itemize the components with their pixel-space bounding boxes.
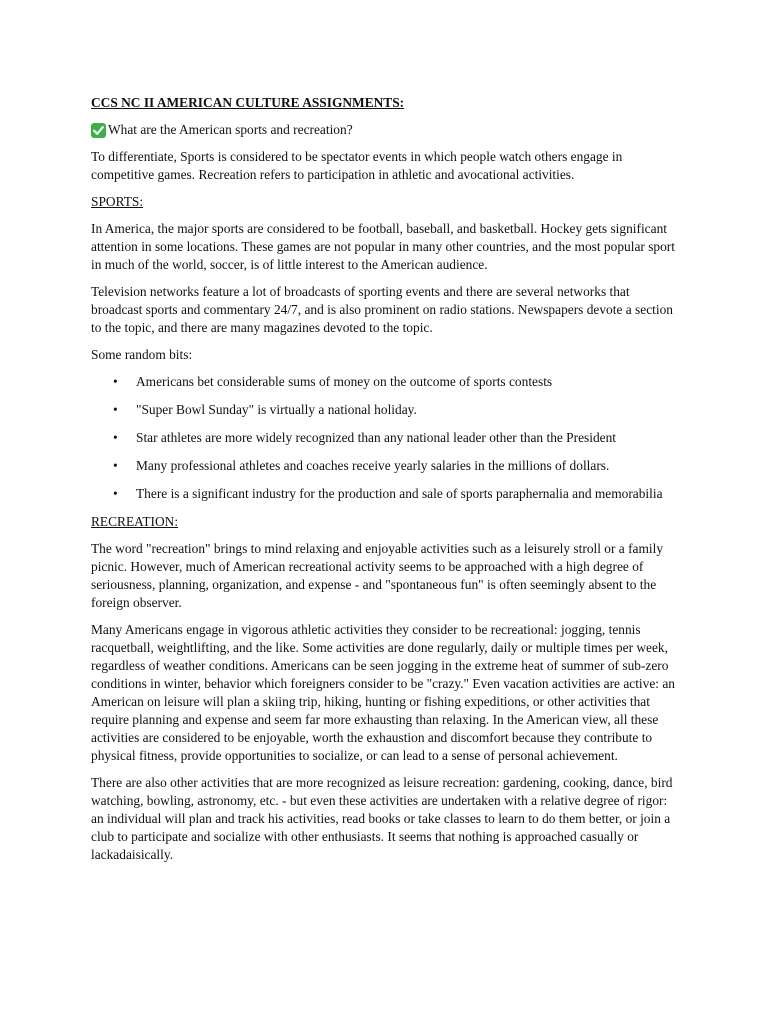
sports-heading: SPORTS: [91, 194, 144, 209]
list-item [91, 457, 683, 475]
intro-paragraph: To differentiate, Sports is considered to be spectator events in which people watch others engage in competitive games. Recreation refers to participation in athletic and avocational activities. [91, 149, 623, 182]
list-item [91, 429, 683, 447]
recreation-paragraph-1: The word "recreation" brings to mind relaxing and enjoyable activities such as a leisurely stroll or a family picnic. However, much of American recreational activity seems to be approached with a high degree of seriousness, planning, organization, and expense - and "spontaneous fun" is often seemingly absent to the foreign observer. [91, 541, 664, 610]
bullet-icon: • [113, 486, 118, 501]
recreation-paragraph-3: There are also other activities that are more recognized as leisure recreation: gardening, cooking, dance, bird watching, bowling, astronomy, etc. - but even these activities are undertaken with a relative degree of rigor: an individual will plan and track his activities, read books or take classes to learn to do them better, or join a club to participate and socialize with other enthusiasts. It seems that nothing is approached casually or lackadaisically. [91, 775, 673, 862]
list-item-text: Americans bet considerable sums of money on the outcome of sports contests [136, 374, 553, 389]
bullet-icon: • [113, 430, 118, 445]
recreation-paragraph-2: Many Americans engage in vigorous athletic activities they consider to be recreational: jogging, tennis racquetball, weightlifting, and the like. Some activities are done regularly, daily or multiple times per week, regardless of weather conditions. Americans can be seen jogging in the extreme heat of summer of sub-zero conditions in winter, behavior which foreigners consider to be "crazy." Even vacation activities are active: an American on leisure will plan a skiing trip, hiking, hunting or fishing expeditions, or other activities that require planning and expense and seem far more exhausting than relaxing. In the American view, all these activities are considered to be enjoyable, worth the exhaustion and discomfort because they contribute to physical fitness, provide opportunities to socialize, or can lead to a sense of personal achievement. [91, 622, 675, 763]
bullet-icon: • [113, 374, 118, 389]
list-item [91, 485, 683, 503]
list-item [91, 401, 683, 419]
sports-paragraph-1: In America, the major sports are considered to be football, baseball, and basketball. Hockey gets significant attention in some locations. These games are not popular in many other countries, and the most popular sport in much of the world, soccer, is of little interest to the American audience. [91, 221, 675, 272]
bullet-icon: • [113, 402, 118, 417]
list-item [91, 373, 683, 391]
question-text: What are the American sports and recreation? [108, 122, 353, 137]
list-item-text: Many professional athletes and coaches receive yearly salaries in the millions of dollars. [136, 458, 610, 473]
bullet-icon: • [113, 458, 118, 473]
sports-paragraph-2: Television networks feature a lot of broadcasts of sporting events and there are several networks that broadcast sports and commentary 24/7, and is also prominent on radio stations. Newspapers devote a section to the topic, and there are many magazines devoted to the topic. [91, 284, 673, 335]
recreation-heading: RECREATION: [91, 514, 179, 529]
sports-bits-list [91, 373, 683, 503]
list-item-text: Star athletes are more widely recognized than any national leader other than the President [136, 430, 617, 445]
question-line [91, 121, 683, 139]
document-title: CCS NC II AMERICAN CULTURE ASSIGNMENTS: [91, 95, 405, 110]
bits-intro: Some random bits: [91, 347, 193, 362]
document-page [91, 94, 683, 873]
check-mark-icon [91, 123, 106, 138]
list-item-text: "Super Bowl Sunday" is virtually a national holiday. [136, 402, 417, 417]
list-item-text: There is a significant industry for the production and sale of sports paraphernalia and memorabilia [136, 486, 663, 501]
